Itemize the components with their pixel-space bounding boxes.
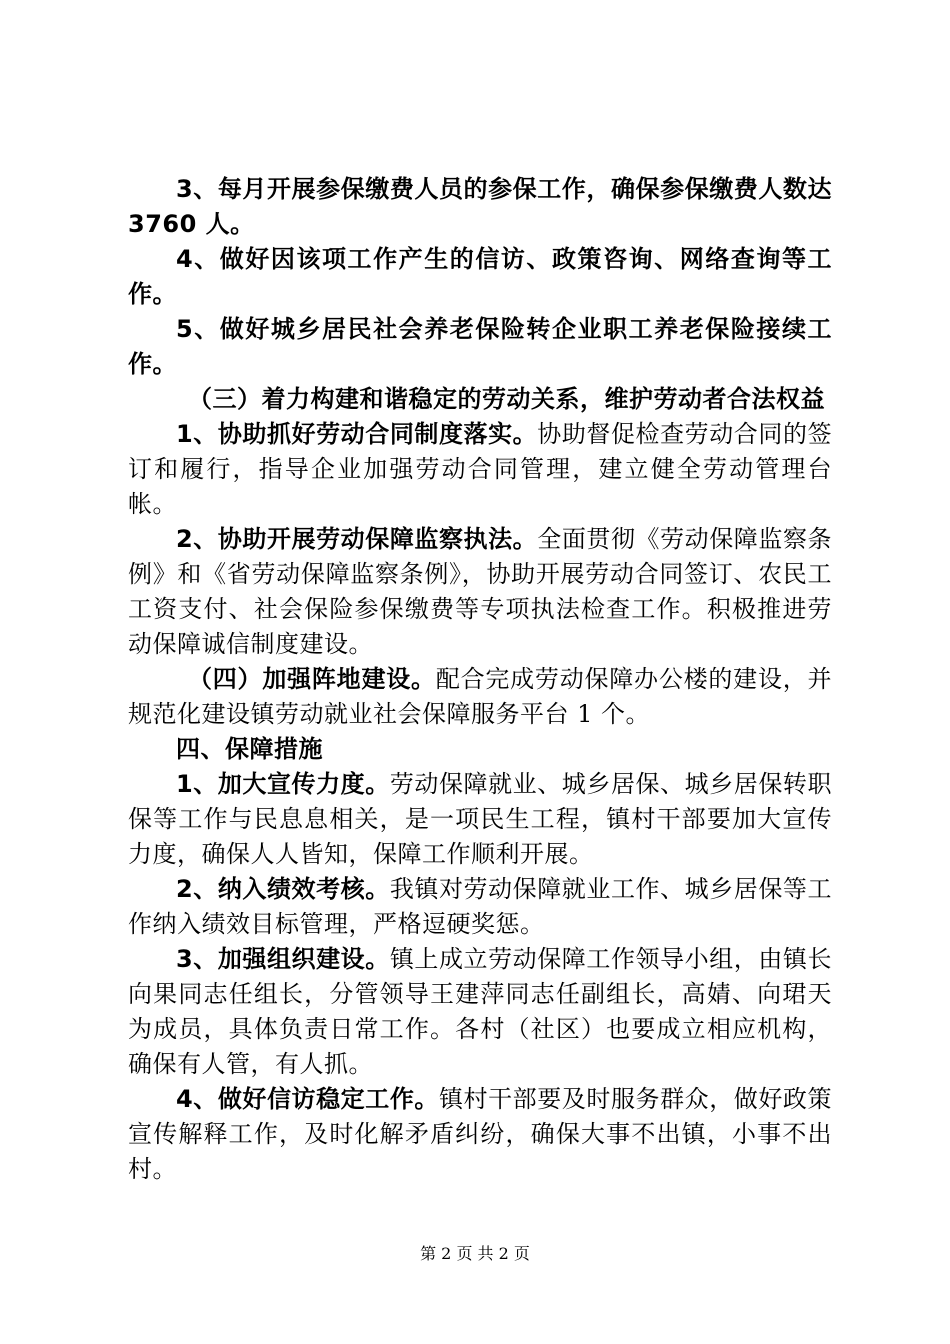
paragraph-lead: 2、纳入绩效考核。	[176, 875, 390, 903]
paragraph-text: 配合完成劳动保障办公楼的建设，并规范化建设镇劳动就业社会保障服务平台 1 个。	[128, 665, 833, 728]
paragraph-5	[128, 417, 832, 522]
section-heading-3	[128, 382, 832, 417]
paragraph-text: 镇上成立劳动保障工作领导小组，由镇长向果同志任组长，分管领导王建萍同志任副组长，高婧、向珺天为成员，具体负责日常工作。各村（社区）也要成立相应机构，确保有人管，有人抓。	[128, 945, 833, 1078]
paragraph-text: 协助督促检查劳动合同的签订和履行，指导企业加强劳动合同管理，建立健全劳动管理台帐。	[128, 420, 833, 518]
paragraph-lead: 4、做好因该项工作产生的信访、政策咨询、网络查询等工作。	[128, 245, 832, 308]
paragraph-11	[128, 942, 832, 1082]
section-heading-safeguards	[128, 732, 832, 767]
paragraph-lead: 1、协助抓好劳动合同制度落实。	[176, 420, 538, 448]
paragraph-lead: （三）着力构建和谐稳定的劳动关系，维护劳动者合法权益	[188, 385, 825, 413]
page-number: 第 2 页 共 2 页	[420, 1244, 530, 1263]
paragraph-9	[128, 767, 832, 872]
paragraph-lead: 3、每月开展参保缴费人员的参保工作，确保参保缴费人数达 3760 人。	[128, 175, 832, 238]
paragraph-6	[128, 522, 832, 662]
paragraph-1	[128, 172, 832, 242]
paragraph-3	[128, 312, 832, 382]
paragraph-12	[128, 1082, 832, 1187]
paragraph-lead: （四）加强阵地建设。	[188, 665, 436, 693]
paragraph-lead: 3、加强组织建设。	[176, 945, 390, 973]
paragraph-text: 我镇对劳动保障就业工作、城乡居保等工作纳入绩效目标管理，严格逗硬奖惩。	[128, 875, 833, 938]
paragraph-10	[128, 872, 832, 942]
paragraph-lead: 1、加大宣传力度。	[176, 770, 390, 798]
paragraph-text: 镇村干部要及时服务群众，做好政策宣传解释工作，及时化解矛盾纠纷，确保大事不出镇，小事不出村。	[128, 1085, 833, 1183]
paragraph-lead: 5、做好城乡居民社会养老保险转企业职工养老保险接续工作。	[128, 315, 832, 378]
paragraph-text: 劳动保障就业、城乡居保、城乡居保转职保等工作与民息息相关，是一项民生工程，镇村干部要加大宣传力度，确保人人皆知，保障工作顺利开展。	[128, 770, 833, 868]
paragraph-2	[128, 242, 832, 312]
document-body	[128, 172, 832, 1187]
paragraph-lead: 4、做好信访稳定工作。	[176, 1085, 439, 1113]
paragraph-lead: 2、协助开展劳动保障监察执法。	[176, 525, 538, 553]
page-footer	[0, 1243, 950, 1265]
section-heading-4	[128, 662, 832, 732]
paragraph-text: 全面贯彻《劳动保障监察条例》和《省劳动保障监察条例》，协助开展劳动合同签订、农民工工资支付、社会保险参保缴费等专项执法检查工作。积极推进劳动保障诚信制度建设。	[128, 525, 833, 658]
paragraph-lead: 四、保障措施	[176, 735, 323, 763]
